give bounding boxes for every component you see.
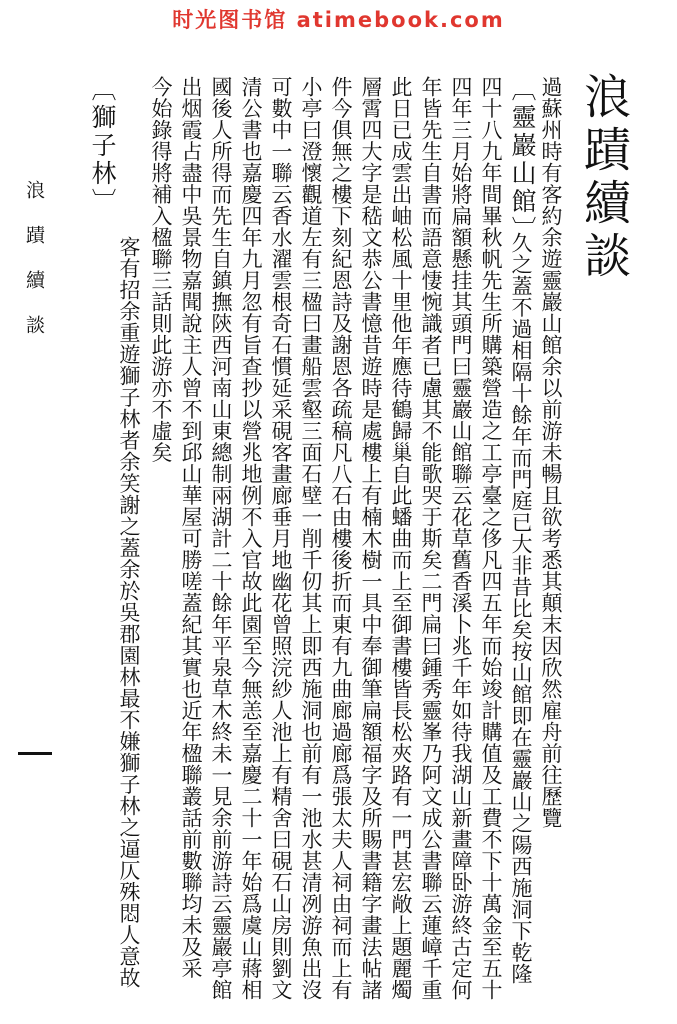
book-title: 浪蹟續談 [576, 72, 631, 284]
text-column-11: 清公書也嘉慶四年九月忽有旨查抄以營兆地例不入官故此園至今無恙至嘉慶二十一年始爲虞山蔣相 [239, 76, 263, 1001]
text-column-3: 四十八九年間畢秋帆先生所購築營造之工亭臺之侈凡四五年而始竣計購值及工費不下十萬金至五十 [479, 76, 503, 1001]
text-column-4: 四年三月始將扁額懸挂其頭門曰靈巖山館聯云花草舊香溪卜兆千年如待我湖山新畫障卧游終古定何 [449, 76, 473, 1001]
text-column-13: 出烟霞占盡中吳景物嘉聞說主人曾不到邱山華屋可勝嗟蓋紀其實也近年楹聯叢話前數聯均未及采 [179, 76, 203, 979]
text-column-7: 層霄四大字是嵇文恭公書憶昔遊時是處樓上有楠木樹一具中奉御筆扁額福字及所賜書籍字畫法帖諸 [359, 76, 383, 1001]
watermark-text: 时光图书馆 atimebook.com [172, 8, 505, 32]
running-head: 浪蹟續談 [23, 180, 45, 360]
text-column-2: 久之蓋不過相隔十餘年而門庭已大非昔比矣按山館即在靈巖山之陽西施洞下乾隆 [509, 232, 533, 985]
text-column-9: 小亭曰澄懷觀道左有三楹曰畫船雲壑三面石壁一削千仞其上即西施洞也前有一池水甚清冽游魚出沒 [299, 76, 323, 1001]
text-column-1: 過蘇州時有客約余遊靈巖山館余以前游未暢且欲考悉其顛末因欣然雇舟前往歷覽 [539, 76, 563, 829]
text-column-5: 年皆先生自書而語意悽惋識者已慮其不能歌哭于斯矣二門扁曰鍾秀靈峯乃阿文成公書聯云蓮嶂千重 [419, 76, 443, 1001]
text-column-12: 國後人所得而先生自鎮撫陝西河南山東總制兩湖計二十餘年平泉草木終未一見余前游詩云靈巖亭館 [209, 76, 233, 1001]
page-number [18, 752, 52, 755]
section-heading-shizilin: 〔獅子林〕 [88, 76, 117, 216]
section-heading-lingyan: 〔靈巖山館〕 [508, 76, 537, 244]
text-column-8: 件今俱無之樓下刻紀恩詩及謝恩各疏稿凡八石由樓後折而東有九曲廊過廊爲張太夫人祠由祠而上有 [329, 76, 353, 1001]
text-column-6: 此日已成雲出岫松風十里他年應待鶴歸巢自此蟠曲而上至御書樓皆長松夾路有一門甚宏敞上題麗燭 [389, 76, 413, 1001]
text-column-shizilin: 客有招余重遊獅子林者余笑謝之蓋余於吳郡園林最不嫌獅子林之逼仄殊悶人意故 [117, 236, 141, 989]
text-column-10: 可數中一聯云香水濯雲根奇石慣延采硯客畫廊垂月地幽花曾照浣紗人池上有精舍曰硯石山房則劉文 [269, 76, 293, 1001]
text-column-14: 今始錄得將補入楹聯三話則此游亦不虛矣 [149, 76, 173, 463]
